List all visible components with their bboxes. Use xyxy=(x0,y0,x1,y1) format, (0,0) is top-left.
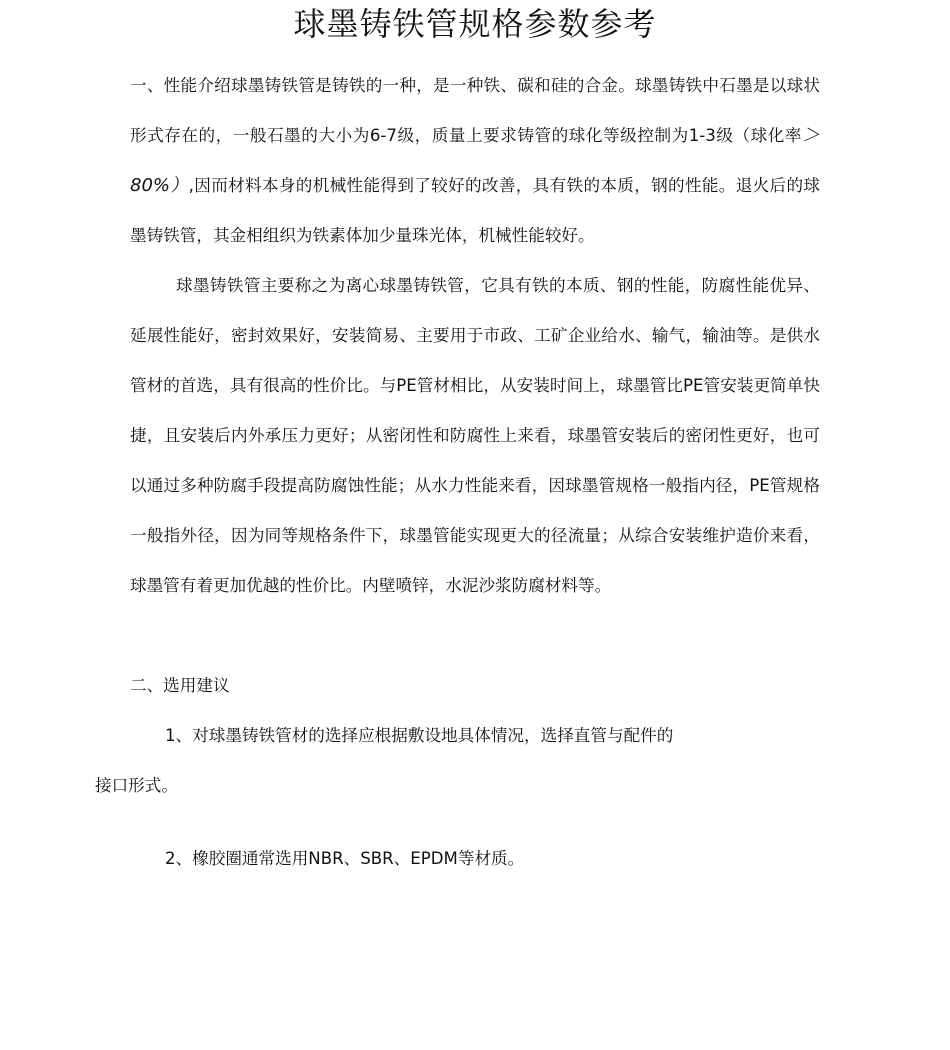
selection-item-1-line2: 接口形式。 xyxy=(95,776,178,795)
selection-item-2: 2、橡胶圈通常选用NBR、SBR、EPDM等材质。 xyxy=(165,849,525,868)
spheroidization-rate: ＞80%） xyxy=(130,125,820,196)
selection-item-1-line1: 1、对球墨铸铁管材的选择应根据敷设地具体情况，选择直管与配件的 xyxy=(165,726,674,745)
performance-paragraph xyxy=(130,61,820,261)
performance-text-part2: ,因而材料本身的机械性能得到了较好的改善，具有铁的本质，钢的性能。退火后的球墨铸铁管，其金相组织为铁素体加少量珠光体，机械性能较好。 xyxy=(130,176,820,245)
selection-item-1 xyxy=(95,711,820,811)
ductile-pipe-paragraph: 球墨铸铁管主要称之为离心球墨铸铁管，它具有铁的本质、钢的性能，防腐性能优异、延展性能好，密封效果好，安装简易、主要用于市政、工矿企业给水、输气，输油等。是供水管材的首选，具有很高的性价比。与PE管材相比，从安装时间上，球墨管比PE管安装更简单快捷，且安装后内外承压力更好；从密闭性和防腐性上来看，球墨管安装后的密闭性更好，也可以通过多种防腐手段提高防腐蚀性能；从水力性能来看，因球墨管规格一般指内径，PE管规格一般指外径，因为同等规格条件下，球墨管能实现更大的径流量；从综合安装维护造价来看，球墨管有着更加优越的性价比。内壁喷锌，水泥沙浆防腐材料等。 xyxy=(130,276,820,595)
selection-heading: 二、选用建议 xyxy=(130,676,230,695)
document-title: 球墨铸铁管规格参数参考 xyxy=(293,5,657,43)
performance-text-part1: 一、性能介绍球墨铸铁管是铸铁的一种，是一种铁、碳和硅的合金。球墨铸铁中石墨是以球状形式存在的，一般石墨的大小为6-7级，质量上要求铸管的球化等级控制为1-3级（球化率 xyxy=(130,76,820,145)
